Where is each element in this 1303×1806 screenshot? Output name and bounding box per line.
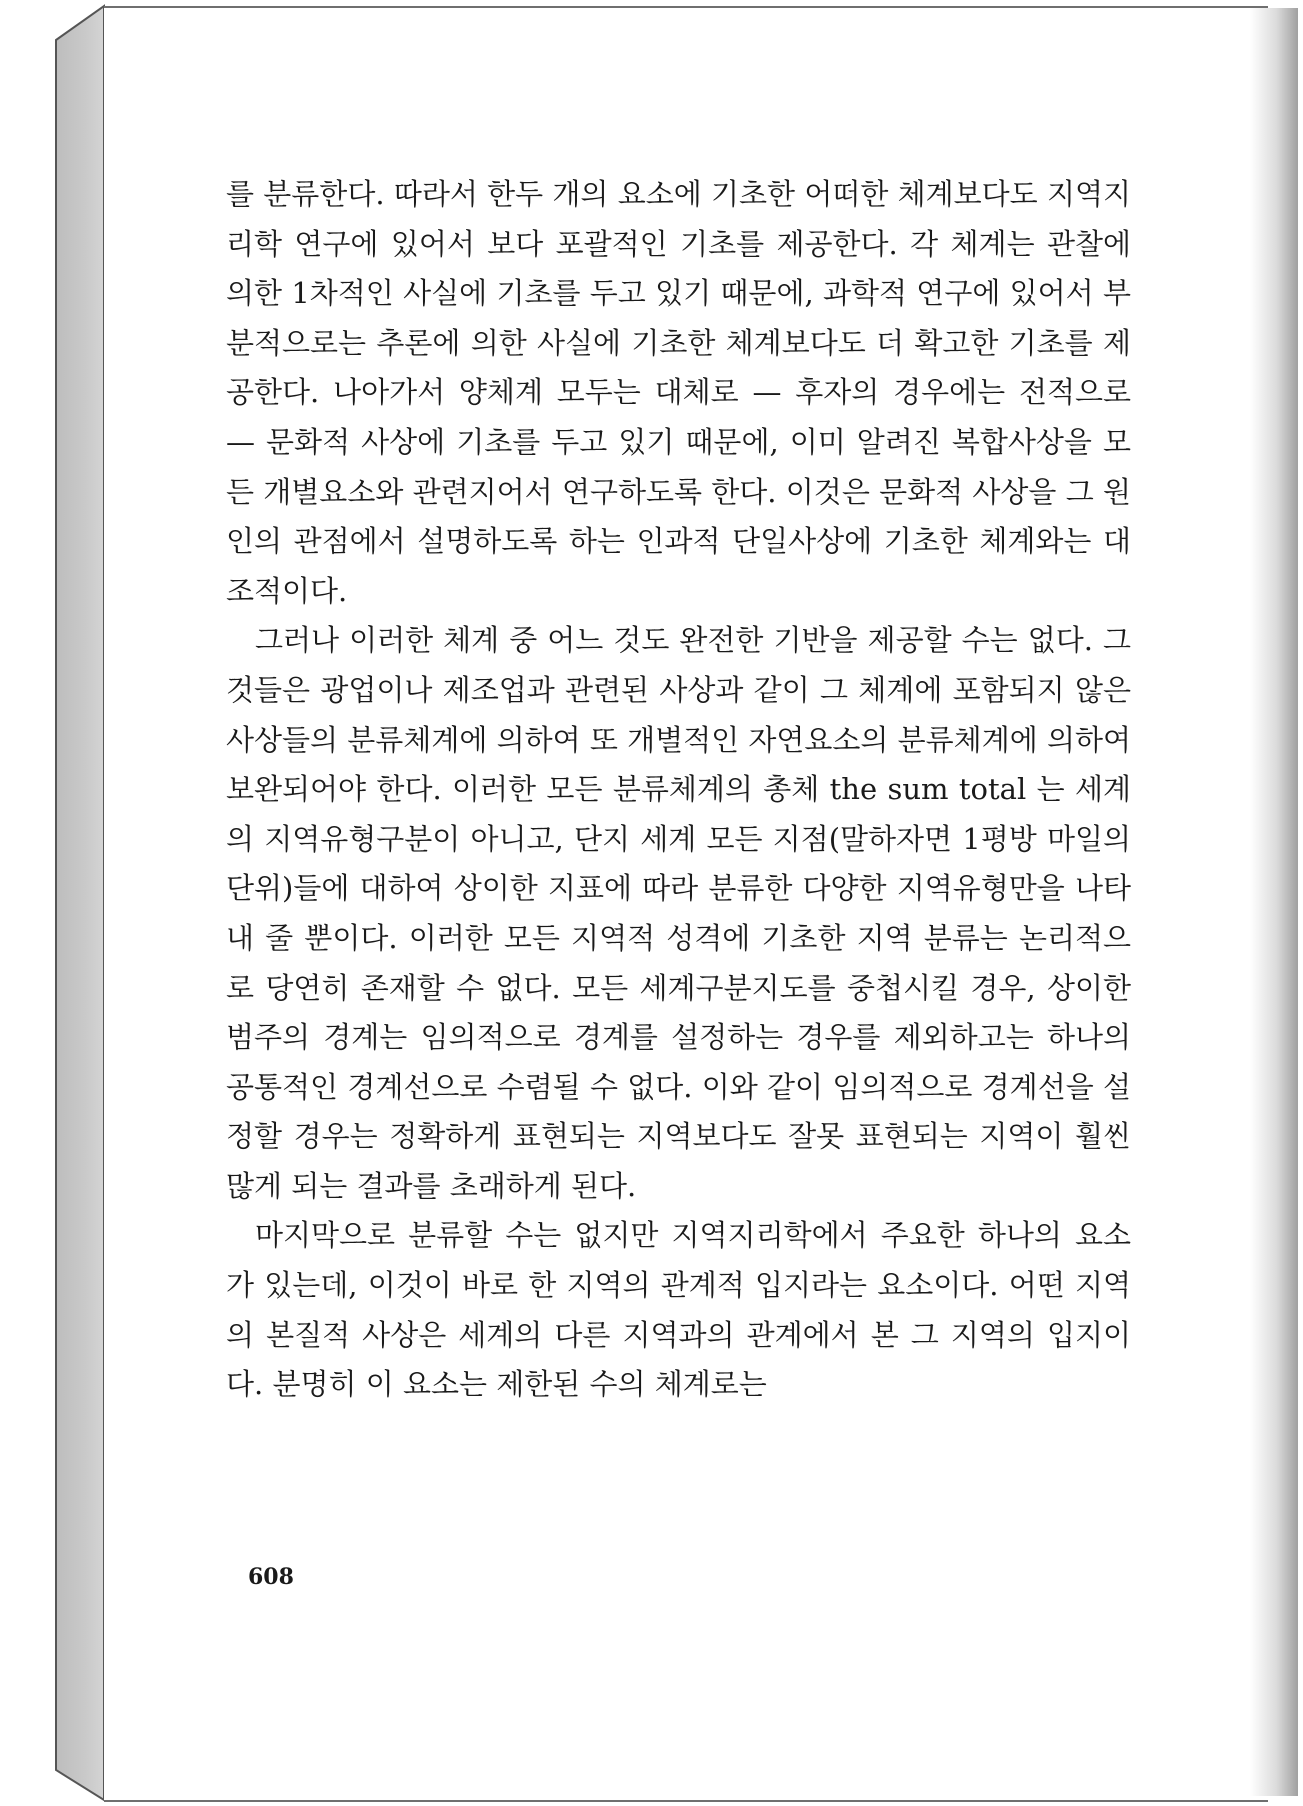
body-text xyxy=(226,170,1131,1410)
paragraph-1: 를 분류한다. 따라서 한두 개의 요소에 기초한 어떠한 체계보다도 지역지리학 연구에 있어서 보다 포괄적인 기초를 제공한다. 각 체계는 관찰에 의한 1차적인 사실에 기초를 두고 있기 때문에, 과학적 연구에 있어서 부분적으로는 추론에 의한 사실에 기초한 체계보다도 더 확고한 기초를 제공한다. 나아가서 양체계 모두는 대체로 — 후자의 경우에는 전적으로 — 문화적 사상에 기초를 두고 있기 때문에, 이미 알려진 복합사상을 모든 개별요소와 관련지어서 연구하도록 한다. 이것은 문화적 사상을 그 원인의 관점에서 설명하도록 하는 인과적 단일사상에 기초한 체계와는 대조적이다. xyxy=(226,177,1131,608)
paragraph-2: 그러나 이러한 체계 중 어느 것도 완전한 기반을 제공할 수는 없다. 그것들은 광업이나 제조업과 관련된 사상과 같이 그 체계에 포함되지 않은 사상들의 분류체계에 의하여 또 개별적인 자연요소의 분류체계에 의하여 보완되어야 한다. 이러한 모든 분류체계의 총체 the sum total 는 세계의 지역유형구분이 아니고, 단지 세계 모든 지점(말하자면 1평방 마일의 단위)들에 대하여 상이한 지표에 따라 분류한 다양한 지역유형만을 나타내 줄 뿐이다. 이러한 모든 지역적 성격에 기초한 지역 분류는 논리적으로 당연히 존재할 수 없다. 모든 세계구분지도를 중첩시킬 경우, 상이한 범주의 경계는 임의적으로 경계를 설정하는 경우를 제외하고는 하나의 공통적인 경계선으로 수렴될 수 없다. 이와 같이 임의적으로 경계선을 설정할 경우는 정확하게 표현되는 지역보다도 잘못 표현되는 지역이 훨씬 많게 되는 결과를 초래하게 된다. xyxy=(226,623,1131,1203)
page-number: 608 xyxy=(248,1564,294,1590)
page-edge-shadow xyxy=(1250,8,1298,1796)
paragraph-3: 마지막으로 분류할 수는 없지만 지역지리학에서 주요한 하나의 요소가 있는데, 이것이 바로 한 지역의 관계적 입지라는 요소이다. 어떤 지역의 본질적 사상은 세계의 다른 지역과의 관계에서 본 그 지역의 입지이다. 분명히 이 요소는 제한된 수의 체계로는 xyxy=(226,1218,1131,1402)
